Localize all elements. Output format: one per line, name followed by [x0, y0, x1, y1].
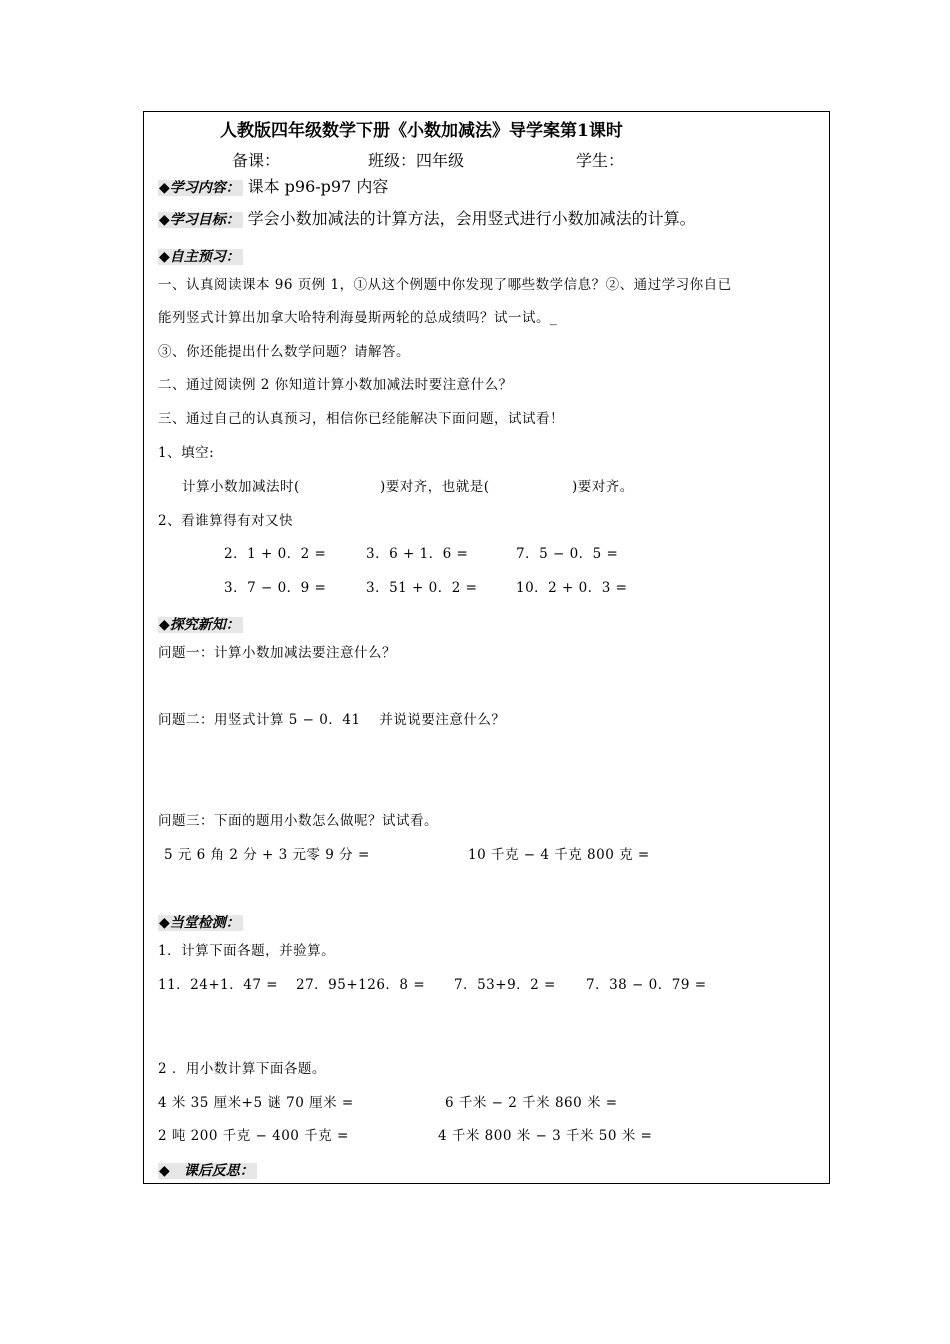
check-item: 7．38 − 0．79 = [586, 977, 707, 993]
explore-section [158, 614, 243, 635]
preview-question-1a: 一、认真阅读课本 96 页例 1，①从这个例题中你发现了哪些数学信息？②、通过学习你自已 [158, 277, 732, 293]
fill-blank-part-1: 计算小数加减法时( [182, 479, 300, 495]
content-text: 课本 p96-p97 内容 [247, 177, 389, 196]
prep-label: 备课： [232, 151, 281, 170]
preview-heading: ◆自主预习： [158, 249, 243, 265]
explore-problem-3b: 10 千克 − 4 千克 800 克 = [468, 847, 650, 863]
check-item: 11．24+1．47 = [158, 977, 279, 993]
quick-calc-item: 3．51 + 0．2 = [366, 580, 478, 596]
preview-question-3: 三、通过自己的认真预习，相信你已经能解决下面问题，试试看！ [158, 411, 564, 427]
quick-calc-label: 2、看谁算得有对又快 [158, 513, 294, 529]
quick-calc-item: 3．7 − 0．9 = [224, 580, 327, 596]
fill-blank-part-3: )要对齐。 [572, 479, 634, 495]
check-item: 27．95+126．8 = [296, 977, 426, 993]
check-item: 2 吨 200 千克 − 400 千克 = [158, 1128, 349, 1144]
explore-problem-2: 问题二：用竖式计算 5 − 0．41 并说说要注意什么？ [158, 712, 506, 728]
check-item: 4 千米 800 米 − 3 千米 50 米 = [438, 1128, 653, 1144]
quick-calc-item: 3．6 + 1．6 = [366, 546, 469, 562]
preview-question-2: 二、通过阅读例 2 你知道计算小数加减法时要注意什么？ [158, 377, 513, 393]
quick-calc-item: 2．1 + 0．2 = [224, 546, 327, 562]
check-item: 7．53+9．2 = [454, 977, 556, 993]
goal-row [158, 209, 696, 230]
check-item: 4 米 35 厘米+5 谜 70 厘米 = [158, 1095, 354, 1111]
fill-blank-label: 1、填空: [158, 445, 215, 461]
check-section [158, 912, 243, 933]
explore-problem-3: 问题三：下面的题用小数怎么做呢？试试看。 [158, 813, 438, 829]
student-label: 学生： [576, 151, 625, 170]
check-item: 6 千米 − 2 千米 860 米 = [445, 1095, 618, 1111]
quick-calc-item: 10．2 + 0．3 = [516, 580, 628, 596]
goal-heading: ◆学习目标： [158, 212, 243, 228]
fill-blank-part-2: )要对齐，也就是( [380, 479, 490, 495]
check-heading: ◆当堂检测： [158, 915, 243, 931]
reflect-section [158, 1160, 257, 1181]
class-label: 班级：四年级 [368, 151, 465, 170]
content-heading: ◆学习内容： [158, 180, 243, 196]
content-row [158, 177, 388, 198]
reflect-heading: ◆ 课后反思： [158, 1163, 257, 1179]
goal-text: 学会小数加减法的计算方法，会用竖式进行小数加减法的计算。 [247, 209, 696, 228]
quick-calc-item: 7．5 − 0．5 = [516, 546, 619, 562]
check-task-1: 1．计算下面各题，并验算。 [158, 943, 336, 959]
preview-section [158, 246, 243, 267]
explore-problem-3a: 5 元 6 角 2 分 + 3 元零 9 分 = [164, 847, 370, 863]
check-task-2: 2 ．用小数计算下面各题。 [158, 1061, 326, 1077]
preview-question-1b: 能列竖式计算出加拿大哈特利海曼斯两轮的总成绩吗？试一试。_ [158, 310, 558, 326]
explore-heading: ◆探究新知： [158, 617, 243, 633]
explore-problem-1: 问题一：计算小数加减法要注意什么？ [158, 645, 396, 661]
page-title: 人教版四年级数学下册《小数加减法》导学案第1课时 [220, 121, 623, 141]
preview-question-1c: ③、你还能提出什么数学问题？请解答。 [158, 344, 410, 360]
